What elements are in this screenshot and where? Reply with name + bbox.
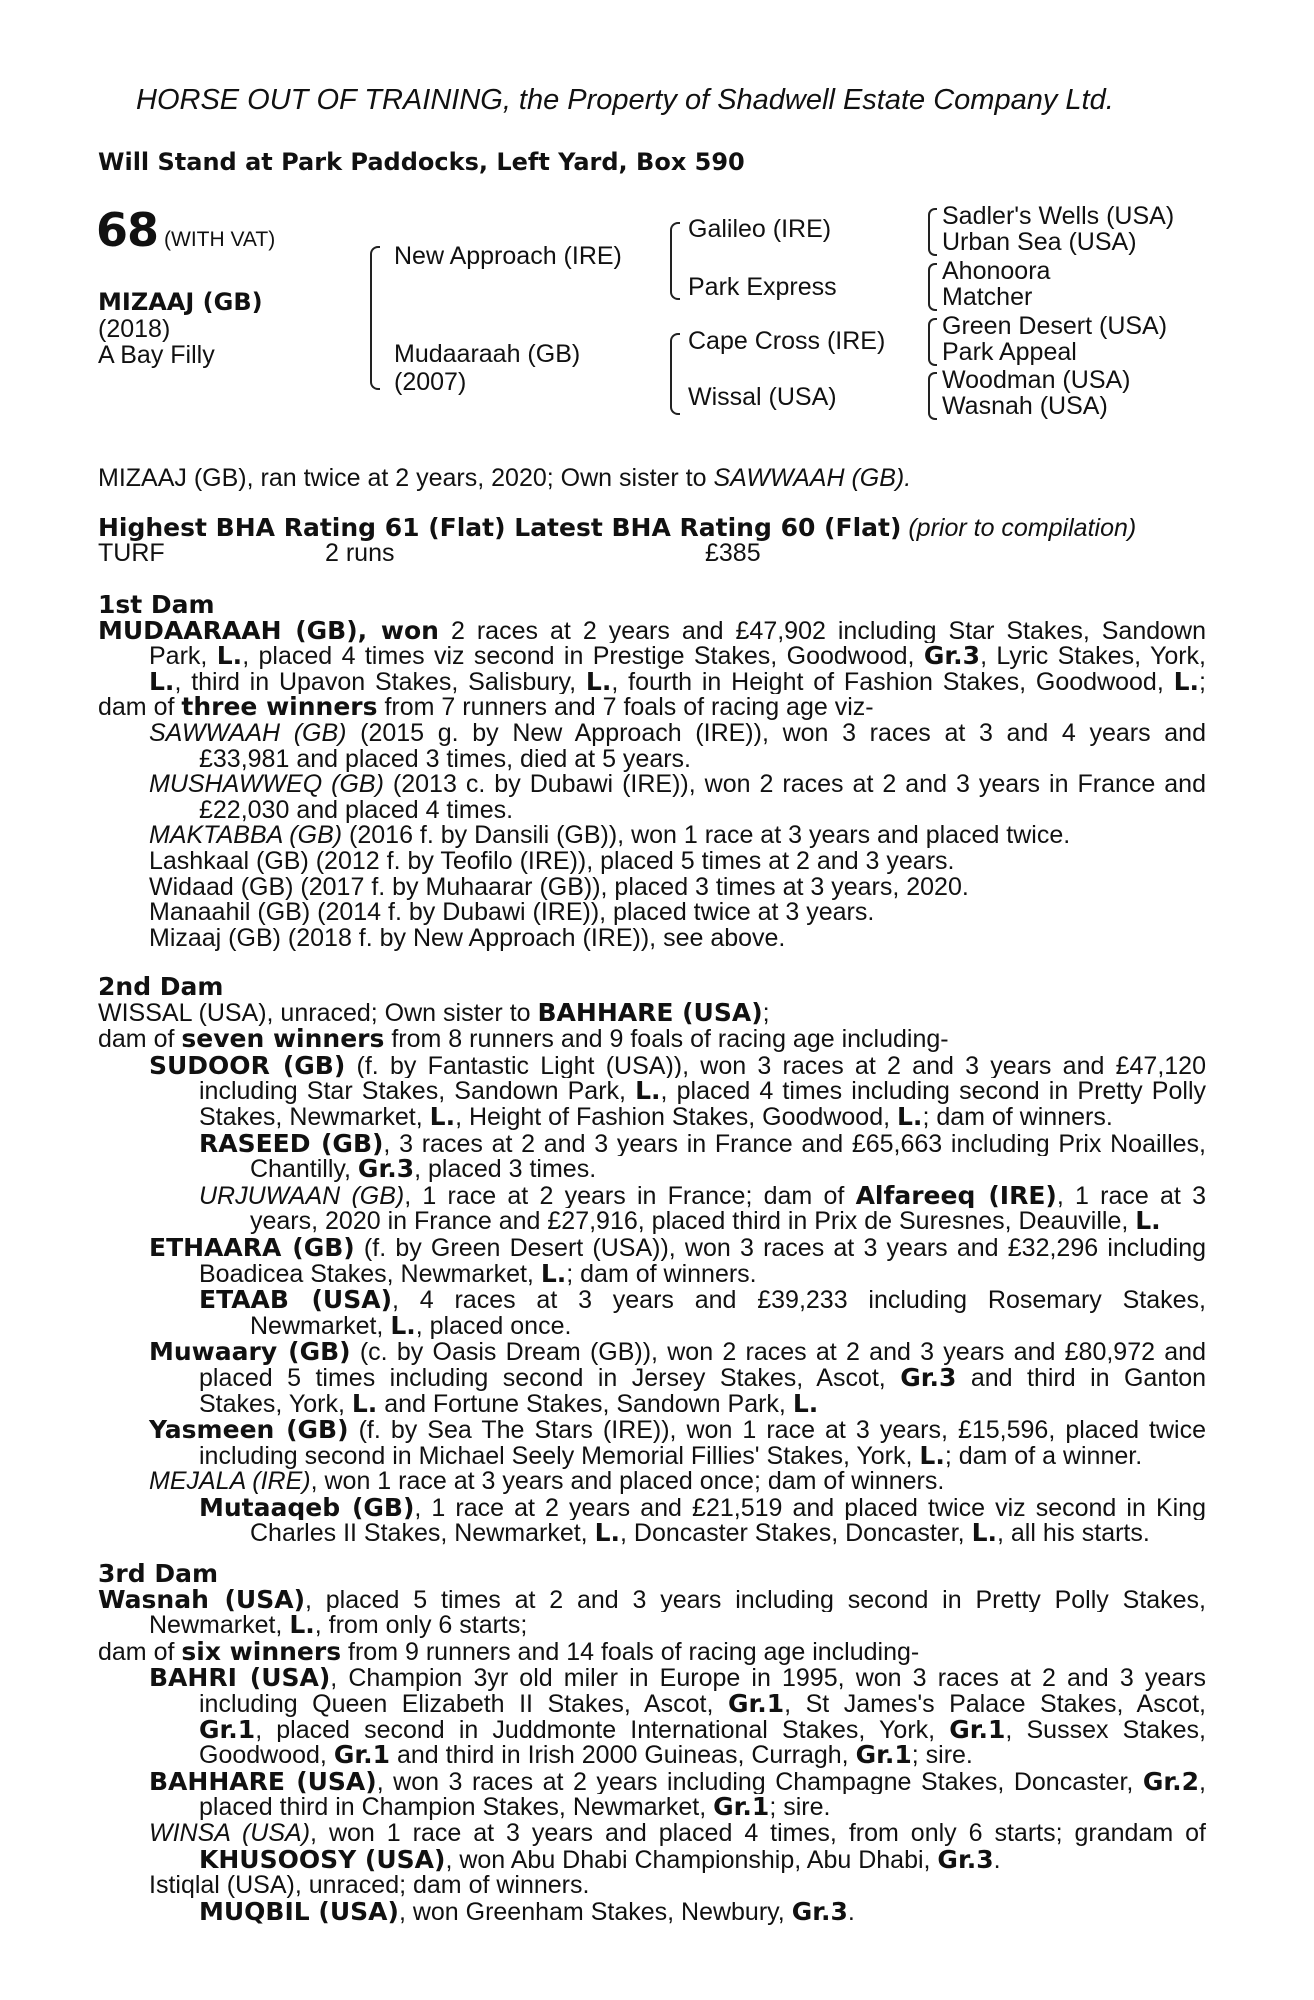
pedigree-brace-main	[370, 246, 380, 390]
pedigree-brace-dam	[670, 333, 680, 415]
dam1-offspring: Lashkaal (GB) (2012 f. by Teofilo (IRE)), placed 5 times at 2 and 3 years.	[149, 846, 955, 875]
dam3-line: dam of six winners from 9 runners and 14 foals of racing age including-	[98, 1636, 920, 1666]
dam2-offspring: ETHAARA (GB) (f. by Green Desert (USA)), won 3 races at 3 years and £32,296 including	[149, 1234, 1206, 1261]
dam2-grandoffspring-cont: Charles II Stakes, Newmarket, L., Doncaster Stakes, Doncaster, L., all his starts.	[250, 1518, 1150, 1548]
pedigree-sire-dam: Park Express	[688, 273, 837, 301]
second-dam-heading: 2nd Dam	[98, 972, 224, 1001]
dam3-offspring-cont: placed third in Champion Stakes, Newmarket, Gr.1; sire.	[199, 1792, 831, 1822]
summary-sister: SAWWAAH (GB).	[713, 464, 912, 492]
page-title: HORSE OUT OF TRAINING, the Property of Shadwell Estate Company Ltd.	[136, 84, 1114, 116]
pedigree-g4: Matcher	[942, 283, 1033, 311]
dam2-offspring: SUDOOR (GB) (f. by Fantastic Light (USA)), won 3 races at 2 and 3 years and £47,120	[149, 1052, 1206, 1079]
pedigree-dam-year: (2007)	[394, 368, 467, 396]
pedigree-g6: Park Appeal	[942, 338, 1077, 366]
third-dam-section	[98, 1561, 1206, 1925]
horse-description: A Bay Filly	[98, 341, 215, 369]
dam1-line: Park, L., placed 4 times viz second in Prestige Stakes, Goodwood, Gr.3, Lyric Stakes, York,	[149, 643, 1206, 669]
dam2-line: WISSAL (USA), unraced; Own sister to BAHHARE (USA);	[98, 997, 770, 1027]
dam1-offspring: MAKTABBA (GB) (2016 f. by Dansili (GB)), won 1 race at 3 years and placed twice.	[149, 821, 1071, 850]
dam1-offspring: Manaahil (GB) (2014 f. by Dubawi (IRE)), placed twice at 3 years.	[149, 898, 875, 927]
dam2-grandoffspring: Mutaaqeb (GB), 1 race at 2 years and £21,519 and placed twice viz second in King	[199, 1494, 1206, 1521]
dam3-offspring: BAHRI (USA), Champion 3yr old miler in Europe in 1995, won 3 races at 2 and 3 years	[149, 1665, 1206, 1691]
pedigree-brace-g56	[928, 318, 937, 366]
pedigree-brace-sire	[670, 222, 680, 300]
dam2-grandoffspring-cont: years, 2020 in France and £27,916, placed third in Prix de Suresnes, Deauville, L.	[250, 1206, 1161, 1236]
pedigree-g3: Ahonoora	[942, 257, 1051, 285]
dam2-offspring-cont: including Star Stakes, Sandown Park, L., placed 4 times including second in Pretty Polly	[199, 1078, 1206, 1104]
rating-text: Highest BHA Rating 61 (Flat) Latest BHA Rating 60 (Flat)	[98, 513, 902, 542]
dam1-offspring: MUSHAWWEQ (GB) (2013 c. by Dubawi (IRE)), won 2 races at 2 and 3 years in France and	[149, 772, 1206, 798]
pedigree-sire-sire: Galileo (IRE)	[688, 215, 832, 243]
pedigree-dam: Mudaaraah (GB)	[394, 340, 581, 368]
first-dam-heading: 1st Dam	[98, 590, 215, 619]
summary-text: MIZAAJ (GB), ran twice at 2 years, 2020; Own sister to	[98, 464, 714, 492]
pedigree-dam-dam: Wissal (USA)	[688, 383, 837, 411]
pedigree-g8: Wasnah (USA)	[942, 392, 1108, 420]
foaling-year: (2018)	[98, 315, 171, 343]
dam3-grandoffspring: MUQBIL (USA), won Greenham Stakes, Newbury, Gr.3.	[199, 1896, 855, 1926]
dam2-offspring-cont: Boadicea Stakes, Newmarket, L.; dam of winners.	[199, 1258, 757, 1288]
dam2-offspring: MEJALA (IRE), won 1 race at 3 years and placed once; dam of winners.	[149, 1467, 945, 1496]
dam2-grandoffspring-cont: Newmarket, L., placed once.	[250, 1310, 572, 1340]
pedigree-g2: Urban Sea (USA)	[942, 228, 1137, 256]
pedigree-dam-sire: Cape Cross (IRE)	[688, 327, 886, 355]
rating-earnings: £385	[705, 539, 761, 567]
lot-number: 68	[96, 203, 159, 257]
dam1-offspring-cont: £22,030 and placed 4 times.	[199, 795, 514, 824]
horse-name: MIZAAJ (GB)	[98, 288, 263, 316]
pedigree-brace-g78	[928, 372, 937, 420]
dam3-offspring: WINSA (USA), won 1 race at 3 years and placed 4 times, from only 6 starts; grandam of	[149, 1820, 1206, 1847]
dam2-grandoffspring-cont: Chantilly, Gr.3, placed 3 times.	[250, 1154, 597, 1184]
dam3-offspring-cont: KHUSOOSY (USA), won Abu Dhabi Championship, Abu Dhabi, Gr.3.	[199, 1844, 1001, 1874]
dam1-offspring: Widaad (GB) (2017 f. by Muhaarar (GB)), placed 3 times at 3 years, 2020.	[149, 872, 969, 901]
pedigree-g5: Green Desert (USA)	[942, 312, 1168, 340]
dam2-offspring-cont: Stakes, York, L. and Fortune Stakes, Sandown Park, L.	[199, 1388, 819, 1418]
dam3-line: Wasnah (USA), placed 5 times at 2 and 3 years including second in Pretty Polly Stakes,	[98, 1586, 1206, 1613]
dam3-offspring-cont: Goodwood, Gr.1 and third in Irish 2000 Guineas, Curragh, Gr.1; sire.	[199, 1740, 973, 1770]
dam2-line: dam of seven winners from 8 runners and 9 foals of racing age including-	[98, 1024, 949, 1054]
pedigree-brace-g34	[928, 263, 937, 311]
dam2-offspring-cont: Stakes, Newmarket, L., Height of Fashion Stakes, Goodwood, L.; dam of winners.	[199, 1101, 1113, 1131]
dam1-line: dam of three winners from 7 runners and 7 foals of racing age viz-	[98, 692, 874, 722]
dam3-offspring-cont: Gr.1, placed second in Juddmonte International Stakes, York, Gr.1, Sussex Stakes,	[199, 1716, 1206, 1743]
stand-location: Will Stand at Park Paddocks, Left Yard, Box 590	[98, 148, 745, 176]
dam3-line: Newmarket, L., from only 6 starts;	[149, 1610, 528, 1640]
dam2-grandoffspring: RASEED (GB), 3 races at 2 and 3 years in France and £65,663 including Prix Noailles,	[199, 1130, 1206, 1157]
rating-surface: TURF	[98, 539, 165, 567]
pedigree-g7: Woodman (USA)	[942, 366, 1131, 394]
rating-note: (prior to compilation)	[908, 514, 1137, 542]
dam2-grandoffspring: ETAAB (USA), 4 races at 3 years and £39,233 including Rosemary Stakes,	[199, 1287, 1206, 1313]
dam1-offspring: Mizaaj (GB) (2018 f. by New Approach (IRE)), see above.	[149, 923, 786, 952]
dam2-offspring-cont: placed 5 times including second in Jersey Stakes, Ascot, Gr.3 and third in Ganton	[199, 1364, 1206, 1391]
first-dam-section	[98, 592, 1206, 951]
rating-line	[98, 515, 1136, 542]
dam2-offspring: Muwaary (GB) (c. by Oasis Dream (GB)), won 2 races at 2 and 3 years and £80,972 and	[149, 1339, 1206, 1365]
dam1-offspring: SAWWAAH (GB) (2015 g. by New Approach (IRE)), won 3 races at 3 and 4 years and	[149, 720, 1206, 747]
dam1-line: L., third in Upavon Stakes, Salisbury, L., fourth in Height of Fashion Stakes, Goodwood, L.;	[149, 668, 1206, 695]
pedigree-sire: New Approach (IRE)	[394, 242, 622, 270]
rating-runs: 2 runs	[325, 539, 395, 567]
dam1-line: MUDAARAAH (GB), won 2 races at 2 years and £47,902 including Star Stakes, Sandown	[98, 617, 1206, 644]
dam1-offspring-cont: £33,981 and placed 3 times, died at 5 years.	[199, 744, 691, 773]
dam2-offspring-cont: including second in Michael Seely Memorial Fillies' Stakes, York, L.; dam of a winner.	[199, 1440, 1143, 1470]
dam2-offspring: Yasmeen (GB) (f. by Sea The Stars (IRE)), won 1 race at 3 years, £15,596, placed twice	[149, 1417, 1206, 1443]
dam2-grandoffspring: URJUWAAN (GB), 1 race at 2 years in France; dam of Alfareeq (IRE), 1 race at 3	[199, 1182, 1206, 1209]
dam3-offspring: Istiqlal (USA), unraced; dam of winners.	[149, 1871, 590, 1900]
dam3-offspring-cont: including Queen Elizabeth II Stakes, Ascot, Gr.1, St James's Palace Stakes, Ascot,	[199, 1690, 1206, 1717]
second-dam-section	[98, 974, 1206, 1547]
vat-note: (WITH VAT)	[164, 228, 276, 251]
pedigree-g1: Sadler's Wells (USA)	[942, 202, 1175, 230]
pedigree-brace-g12	[928, 208, 937, 256]
dam3-offspring: BAHHARE (USA), won 3 races at 2 years including Champagne Stakes, Doncaster, Gr.2,	[149, 1768, 1206, 1795]
race-summary	[98, 466, 911, 492]
third-dam-heading: 3rd Dam	[98, 1559, 218, 1588]
